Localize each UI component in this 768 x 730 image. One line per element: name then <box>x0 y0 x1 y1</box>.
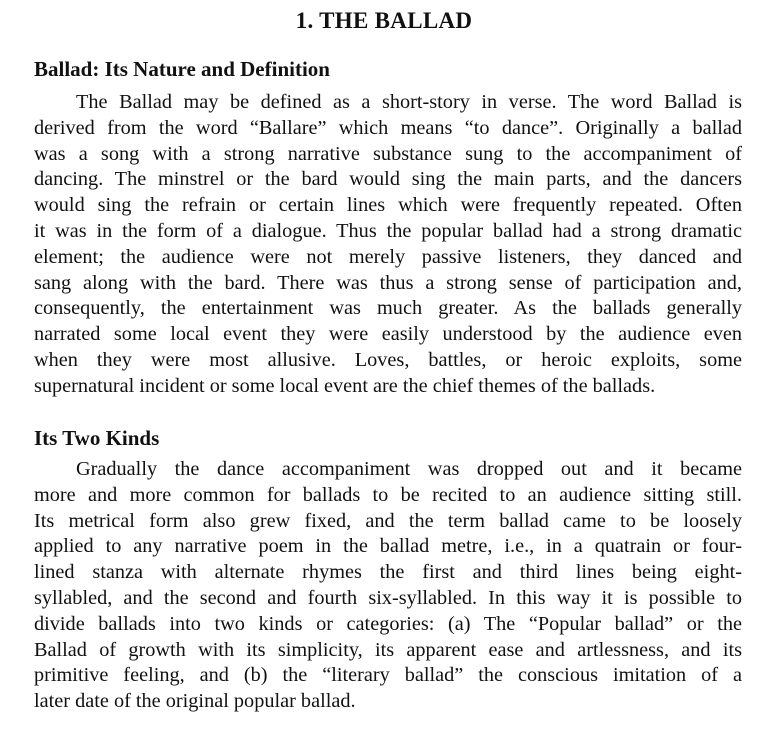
paragraph-line: would sing the refrain or certain lines which were frequently repeated. Often <box>34 194 742 217</box>
paragraph-line: it was in the form of a dialogue. Thus the popular ballad had a strong dramatic <box>34 219 742 242</box>
paragraph-kinds <box>34 457 742 715</box>
paragraph-line: Ballad of growth with its simplicity, its apparent ease and artlessness, and its <box>34 638 742 661</box>
paragraph-line: Gradually the dance accompaniment was dropped out and it became <box>76 458 742 480</box>
paragraph-line: The Ballad may be defined as a short-story in verse. The word Ballad is <box>76 91 742 113</box>
paragraph-line: applied to any narrative poem in the ballad metre, i.e., in a quatrain or four- <box>34 535 742 558</box>
paragraph-line: when they were most allusive. Loves, battles, or heroic exploits, some <box>34 348 742 371</box>
paragraph-line: consequently, the entertainment was much greater. As the ballads generally <box>34 297 742 320</box>
paragraph-line: primitive feeling, and (b) the “literary ballad” the conscious imitation of a <box>34 664 742 687</box>
paragraph-line: lined stanza with alternate rhymes the first and third lines being eight- <box>34 561 742 584</box>
section-heading-nature: Ballad: Its Nature and Definition <box>34 57 330 81</box>
paragraph-line: element; the audience were not merely passive listeners, they danced and <box>34 245 742 268</box>
paragraph-line: syllabled, and the second and fourth six-syllabled. In this way it is possible to <box>34 586 742 609</box>
section-heading-kinds: Its Two Kinds <box>34 426 160 450</box>
paragraph-line: more and more common for ballads to be recited to an audience sitting still. <box>34 483 742 506</box>
paragraph-line: sang along with the bard. There was thus a strong sense of participation and, <box>34 271 742 294</box>
paragraph-line: was a song with a strong narrative substance sung to the accompaniment of <box>34 142 742 165</box>
paragraph-line: Its metrical form also grew fixed, and the term ballad came to be loosely <box>34 509 742 532</box>
paragraph-line: derived from the word “Ballare” which means “to dance”. Originally a ballad <box>34 116 742 139</box>
chapter-title: 1. THE BALLAD <box>295 8 473 33</box>
paragraph-line: later date of the original popular ballad. <box>34 690 356 713</box>
paragraph-line: narrated some local event they were easily understood by the audience even <box>34 323 742 346</box>
paragraph-line: dancing. The minstrel or the bard would sing the main parts, and the dancers <box>34 168 742 191</box>
paragraph-line: divide ballads into two kinds or categories: (a) The “Popular ballad” or the <box>34 612 742 635</box>
paragraph-line: supernatural incident or some local event are the chief themes of the ballads. <box>34 374 656 397</box>
paragraph-nature <box>34 90 742 400</box>
